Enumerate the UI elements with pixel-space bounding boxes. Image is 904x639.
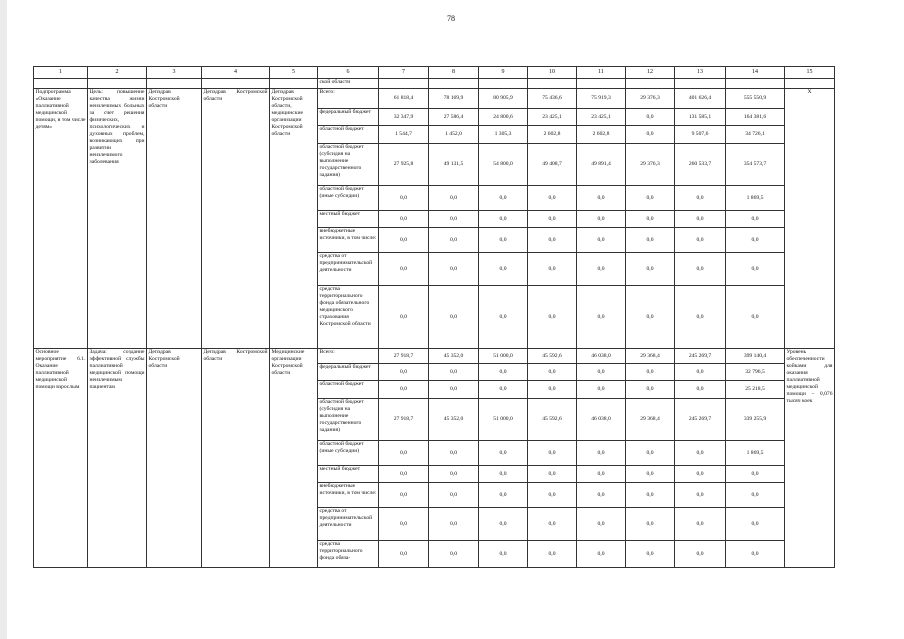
amount-cell: 0,0	[479, 228, 528, 253]
amount-cell: 0,0	[479, 186, 528, 211]
amount-cell: 399 140,4	[726, 349, 785, 364]
executor-cell: Депздрав Костромской области	[147, 349, 202, 568]
amount-cell: 0,0	[626, 286, 675, 349]
amount-cell: 0,0	[626, 126, 675, 144]
header-cell: 14	[726, 67, 785, 79]
amount-cell: 0,0	[479, 466, 528, 483]
funding-source-cell: средства территориального фонда обязательного медицинского страхования Костромской области	[318, 286, 379, 349]
amount-cell: 0,0	[479, 541, 528, 568]
amount-cell: 0,0	[379, 286, 429, 349]
amount-cell: 0,0	[528, 228, 577, 253]
amount-cell: 0,0	[577, 441, 626, 466]
header-cell: 7	[379, 67, 429, 79]
amount-cell: 45 592,6	[528, 349, 577, 364]
funding-source-cell: средства от предпринимательской деятельности	[318, 508, 379, 541]
amount-cell: 0,0	[528, 253, 577, 286]
continuation-text: ской области	[318, 79, 379, 89]
funding-source-cell: областной бюджет	[318, 126, 379, 144]
goal-cell: Задача: создание эффективной службы паллиативной медицинской помощи неизлечимым пациентам	[88, 349, 147, 568]
amount-cell: 0,0	[429, 364, 479, 381]
amount-cell: 27 586,4	[429, 109, 479, 126]
funding-source-cell: областной бюджет (субсидия на выполнение государственного задания)	[318, 399, 379, 441]
funding-source-cell: Всего:	[318, 89, 379, 109]
amount-cell: 0,0	[726, 508, 785, 541]
amount-cell: 0,0	[675, 381, 726, 399]
amount-cell: 0,0	[528, 466, 577, 483]
program-name-cell: Подпрограмма «Оказание паллиативной медицинской помощи, в том числе детям»	[34, 89, 88, 349]
amount-cell: 1 869,5	[726, 186, 785, 211]
amount-cell: 0,0	[429, 286, 479, 349]
amount-cell: 1 452,0	[429, 126, 479, 144]
funding-source-cell: областной бюджет	[318, 381, 379, 399]
amount-cell: 29 368,4	[626, 399, 675, 441]
amount-cell: 0,0	[479, 286, 528, 349]
amount-cell: 0,0	[577, 211, 626, 228]
amount-cell: 0,0	[429, 228, 479, 253]
funding-source-cell: областной бюджет (иные субсидии)	[318, 441, 379, 466]
amount-cell: 0,0	[726, 483, 785, 508]
amount-cell: 0,0	[626, 253, 675, 286]
funding-source-cell: местный бюджет	[318, 211, 379, 228]
amount-cell: 0,0	[577, 483, 626, 508]
table-body	[34, 67, 835, 568]
participants-cell: Депздрав Костромской области, медицинские организации Костромской области	[270, 89, 318, 349]
amount-cell: 245 269,7	[675, 349, 726, 364]
amount-cell: 0,0	[726, 466, 785, 483]
amount-cell: 0,0	[429, 381, 479, 399]
amount-cell: 0,0	[528, 211, 577, 228]
amount-cell: 0,0	[675, 441, 726, 466]
amount-cell: 0,0	[379, 541, 429, 568]
amount-cell: 0,0	[379, 483, 429, 508]
amount-cell: 0,0	[429, 483, 479, 508]
amount-cell: 29 376,3	[626, 144, 675, 186]
amount-cell: 0,0	[626, 541, 675, 568]
header-cell: 5	[270, 67, 318, 79]
header-cell: 3	[147, 67, 202, 79]
amount-cell: 0,0	[675, 186, 726, 211]
amount-cell: 45 592,6	[528, 399, 577, 441]
funding-source-cell: средства от предпринимательской деятельности	[318, 253, 379, 286]
goal-cell: Цель: повышение качества жизни неизлечимых больных за счет решения физических, психологических и духовных проблем, возникающих при развитии неизлечимого заболевания	[88, 89, 147, 349]
amount-cell: 32 347,9	[379, 109, 429, 126]
funding-source-cell: внебюджетные источники, в том числе:	[318, 483, 379, 508]
header-cell: 10	[528, 67, 577, 79]
amount-cell: 0,0	[379, 364, 429, 381]
amount-cell: 29 368,4	[626, 349, 675, 364]
amount-cell: 32 796,5	[726, 364, 785, 381]
continuation-row	[34, 79, 835, 89]
amount-cell: 45 352,0	[429, 399, 479, 441]
amount-cell: 0,0	[429, 508, 479, 541]
amount-cell: 0,0	[626, 211, 675, 228]
amount-cell: 75 919,3	[577, 89, 626, 109]
page-number: 78	[447, 14, 455, 23]
amount-cell: 0,0	[528, 186, 577, 211]
amount-cell: 9 507,6	[675, 126, 726, 144]
amount-cell: 80 905,9	[479, 89, 528, 109]
amount-cell: 0,0	[429, 466, 479, 483]
coexecutor-cell: Депздрав Костромской области	[202, 89, 270, 349]
amount-cell: 0,0	[626, 466, 675, 483]
header-row	[34, 67, 835, 79]
amount-cell: 1 869,5	[726, 441, 785, 466]
amount-cell: 0,0	[479, 364, 528, 381]
header-cell: 13	[675, 67, 726, 79]
funding-source-cell: Всего:	[318, 349, 379, 364]
coexecutor-cell: Депздрав Костромской области	[202, 349, 270, 568]
amount-cell: 0,0	[675, 483, 726, 508]
amount-cell: 27 918,7	[379, 399, 429, 441]
amount-cell: 0,0	[429, 211, 479, 228]
amount-cell: 29 376,3	[626, 89, 675, 109]
amount-cell: 0,0	[479, 211, 528, 228]
amount-cell: 0,0	[626, 186, 675, 211]
amount-cell: 0,0	[726, 253, 785, 286]
participants-cell: Медицинские организации Костромской области	[270, 349, 318, 568]
header-cell: 9	[479, 67, 528, 79]
amount-cell: 164 381,6	[726, 109, 785, 126]
amount-cell: 0,0	[528, 286, 577, 349]
amount-cell: 34 726,1	[726, 126, 785, 144]
amount-cell: 0,0	[577, 286, 626, 349]
amount-cell: 0,0	[726, 211, 785, 228]
amount-cell: 0,0	[528, 483, 577, 508]
amount-cell: 0,0	[626, 508, 675, 541]
amount-cell: 1 544,7	[379, 126, 429, 144]
amount-cell: 61 818,4	[379, 89, 429, 109]
amount-cell: 1 305,3	[479, 126, 528, 144]
funding-source-cell: средства территориального фонда обяза-	[318, 541, 379, 568]
amount-cell: 0,0	[429, 541, 479, 568]
header-cell: 8	[429, 67, 479, 79]
header-cell: 4	[202, 67, 270, 79]
amount-cell: 0,0	[726, 286, 785, 349]
funding-source-cell: федеральный бюджет	[318, 109, 379, 126]
amount-cell: 27 918,7	[379, 349, 429, 364]
amount-cell: 27 925,8	[379, 144, 429, 186]
amount-cell: 0,0	[577, 541, 626, 568]
amount-cell: 0,0	[379, 466, 429, 483]
amount-cell: 0,0	[479, 508, 528, 541]
amount-cell: 49 131,5	[429, 144, 479, 186]
amount-cell: 75 436,6	[528, 89, 577, 109]
amount-cell: 0,0	[379, 211, 429, 228]
amount-cell: 54 800,0	[479, 144, 528, 186]
amount-cell: 0,0	[577, 466, 626, 483]
amount-cell: 401 626,4	[675, 89, 726, 109]
amount-cell: 2 602,8	[577, 126, 626, 144]
amount-cell: 0,0	[528, 364, 577, 381]
executor-cell: Депздрав Костромской области	[147, 89, 202, 349]
amount-cell: 0,0	[675, 253, 726, 286]
amount-cell: 0,0	[626, 364, 675, 381]
amount-cell: 0,0	[577, 253, 626, 286]
amount-cell: 0,0	[429, 441, 479, 466]
amount-cell: 0,0	[675, 228, 726, 253]
amount-cell: 0,0	[528, 508, 577, 541]
scan-edge	[0, 0, 7, 639]
amount-cell: 131 585,1	[675, 109, 726, 126]
amount-cell: 0,0	[626, 483, 675, 508]
amount-cell: 0,0	[675, 466, 726, 483]
amount-cell: 0,0	[577, 508, 626, 541]
amount-cell: 2 602,8	[528, 126, 577, 144]
amount-cell: 46 038,0	[577, 399, 626, 441]
amount-cell: 0,0	[577, 228, 626, 253]
header-cell: 15	[785, 67, 835, 79]
amount-cell: 339 255,9	[726, 399, 785, 441]
amount-cell: 49 891,4	[577, 144, 626, 186]
amount-cell: 0,0	[675, 211, 726, 228]
amount-cell: 0,0	[577, 186, 626, 211]
amount-cell: 0,0	[429, 253, 479, 286]
amount-cell: 0,0	[429, 186, 479, 211]
amount-cell: 0,0	[528, 381, 577, 399]
funding-source-cell: местный бюджет	[318, 466, 379, 483]
amount-cell: 0,0	[726, 541, 785, 568]
amount-cell: 23 425,1	[577, 109, 626, 126]
header-cell: 12	[626, 67, 675, 79]
header-cell: 6	[318, 67, 379, 79]
table-row	[34, 89, 835, 109]
program-name-cell: Основное мероприятие 6.1. Оказание паллиативной медицинской помощи взрослым	[34, 349, 88, 568]
amount-cell: 0,0	[479, 381, 528, 399]
funding-source-cell: областной бюджет (субсидия на выполнение государственного задания)	[318, 144, 379, 186]
budget-table	[33, 66, 835, 568]
amount-cell: 49 408,7	[528, 144, 577, 186]
amount-cell: 0,0	[379, 441, 429, 466]
amount-cell: 0,0	[675, 364, 726, 381]
amount-cell: 0,0	[577, 364, 626, 381]
amount-cell: 0,0	[675, 286, 726, 349]
funding-source-cell: областной бюджет (иные субсидии)	[318, 186, 379, 211]
amount-cell: 23 425,1	[528, 109, 577, 126]
amount-cell: 0,0	[626, 109, 675, 126]
amount-cell: 0,0	[528, 541, 577, 568]
amount-cell: 51 000,0	[479, 399, 528, 441]
amount-cell: 0,0	[675, 508, 726, 541]
amount-cell: 78 169,9	[429, 89, 479, 109]
amount-cell: 0,0	[528, 441, 577, 466]
result-cell: Х	[785, 89, 835, 349]
amount-cell: 260 533,7	[675, 144, 726, 186]
amount-cell: 0,0	[626, 228, 675, 253]
amount-cell: 0,0	[479, 253, 528, 286]
amount-cell: 45 352,0	[429, 349, 479, 364]
amount-cell: 0,0	[675, 541, 726, 568]
amount-cell: 0,0	[726, 228, 785, 253]
amount-cell: 0,0	[379, 508, 429, 541]
amount-cell: 51 000,0	[479, 349, 528, 364]
amount-cell: 0,0	[379, 228, 429, 253]
funding-source-cell: внебюджетные источники, в том числе:	[318, 228, 379, 253]
amount-cell: 0,0	[577, 381, 626, 399]
amount-cell: 46 038,0	[577, 349, 626, 364]
header-cell: 2	[88, 67, 147, 79]
amount-cell: 25 218,5	[726, 381, 785, 399]
amount-cell: 24 800,6	[479, 109, 528, 126]
amount-cell: 0,0	[626, 381, 675, 399]
amount-cell: 555 550,9	[726, 89, 785, 109]
result-cell: Уровень обеспеченности койками для оказания паллиативной медицинской помощи – 0,076 тысяч коек	[785, 349, 835, 568]
amount-cell: 0,0	[379, 253, 429, 286]
amount-cell: 0,0	[479, 441, 528, 466]
header-cell: 1	[34, 67, 88, 79]
amount-cell: 0,0	[379, 381, 429, 399]
amount-cell: 0,0	[626, 441, 675, 466]
amount-cell: 354 573,7	[726, 144, 785, 186]
funding-source-cell: федеральный бюджет	[318, 364, 379, 381]
table-row	[34, 349, 835, 364]
header-cell: 11	[577, 67, 626, 79]
amount-cell: 0,0	[379, 186, 429, 211]
amount-cell: 245 269,7	[675, 399, 726, 441]
amount-cell: 0,0	[479, 483, 528, 508]
